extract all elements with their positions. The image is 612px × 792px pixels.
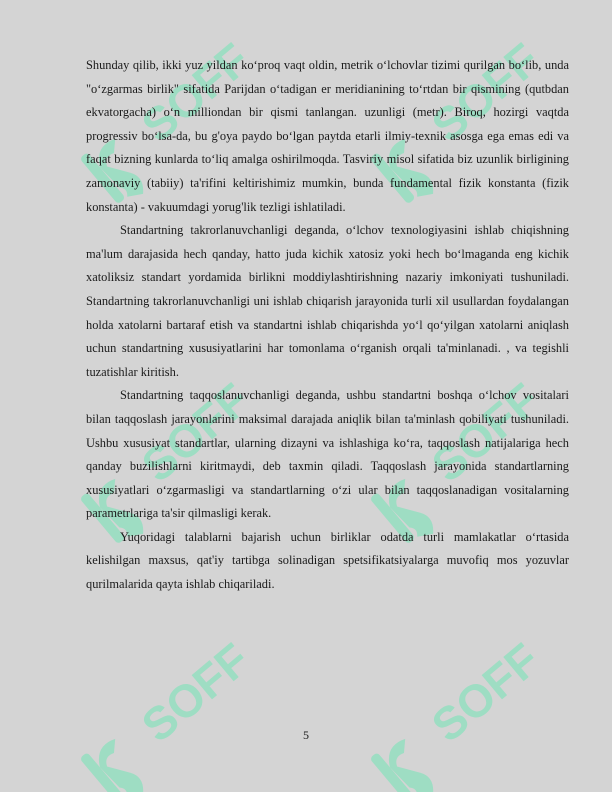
svg-text:SOFF: SOFF xyxy=(131,633,260,752)
soff-watermark-logo xyxy=(60,630,260,792)
svg-text:SOFF: SOFF xyxy=(131,373,260,492)
paragraph-metric-system: Shunday qilib, ikki yuz yildan ko‘proq vaqt oldin, metrik o‘lchovlar tizimi qurilgan bo‘lib, unda "o‘zgarmas birlik" sifatida Parijdan o‘tadigan er meridianining to‘rtdan bir qismining (qutbdan ekvatorgacha) o‘n milliondan bir qismi tanlangan. uzunligi (metr). Biroq, hozirgi vaqtda progressiv bo‘lsa-da, bu g'oya paydo bo‘lgan paytda etarli ilmiy-texnik asosga ega emas edi va faqat bizning kunlarda to‘liq amalga oshirilmoqda. Tasviriy misol sifatida biz uzunlik birligining zamonaviy (tabiiy) ta'rifini keltirishimiz mumkin, bunda fundamental fizik konstanta (fizik konstanta) - vakuumdagi yorug'lik tezligi ishlatiladi. xyxy=(86,58,569,214)
svg-text:SOFF: SOFF xyxy=(421,373,550,492)
body-text xyxy=(86,54,569,597)
page-number: 5 xyxy=(303,728,309,742)
soff-watermark-logo xyxy=(350,630,550,792)
paragraph-reproducibility: Standartning takrorlanuvchanligi deganda, o‘lchov texnologiyasini ishlab chiqishning ma'lum darajasida hech qanday, hatto juda kichik xatosiz yoki hech bo‘lmaganda eng kichik xatoliksiz standart yordamida birlikni moddiylashtirishning nazariy imkoniyati tushuniladi. Standartning takrorlanuvchanligi uni ishlab chiqarish jarayonida turli xil usullardan foydalangan holda xatolarni bartaraf etish va standartni ishlab chiqarishda yo‘l qo‘yilgan xatolarni aniqlash uchun standartning xususiyatlarini har tomonlama o‘rganish orqali ta'minlanadi. , va tegishli tuzatishlar kiritish. xyxy=(86,223,569,379)
svg-text:SOFF: SOFF xyxy=(421,33,550,152)
paragraph-requirements: Yuqoridagi talablarni bajarish uchun birliklar odatda turli mamlakatlar o‘rtasida kelishilgan maxsus, qat'iy tartibga solinadigan spetsifikatsiyalarga muvofiq mos yozuvlar qurilmalarida qayta ishlab chiqariladi. xyxy=(86,529,569,592)
paragraph-comparability: Standartning taqqoslanuvchanligi deganda, ushbu standartni boshqa o‘lchov vositalari bilan taqqoslash jarayonlarini maksimal darajada aniqlik bilan ta'minlash qobiliyati tushuniladi. Ushbu xususiyat standartlar, ularning dizayni va ishlashiga ko‘ra, taqqoslash natijalariga hech qanday buzilishlarni kiritmaydi, deb taxmin qiladi. Taqqoslash jarayonida standartlarning xususiyatlari o‘zgarmasligi va standartlarning o‘zi ular bilan taqqoslanadigan vositalarning parametrlariga ta'sir qilmasligi kerak. xyxy=(86,388,569,521)
svg-text:SOFF: SOFF xyxy=(131,33,260,152)
svg-text:SOFF: SOFF xyxy=(421,633,550,752)
